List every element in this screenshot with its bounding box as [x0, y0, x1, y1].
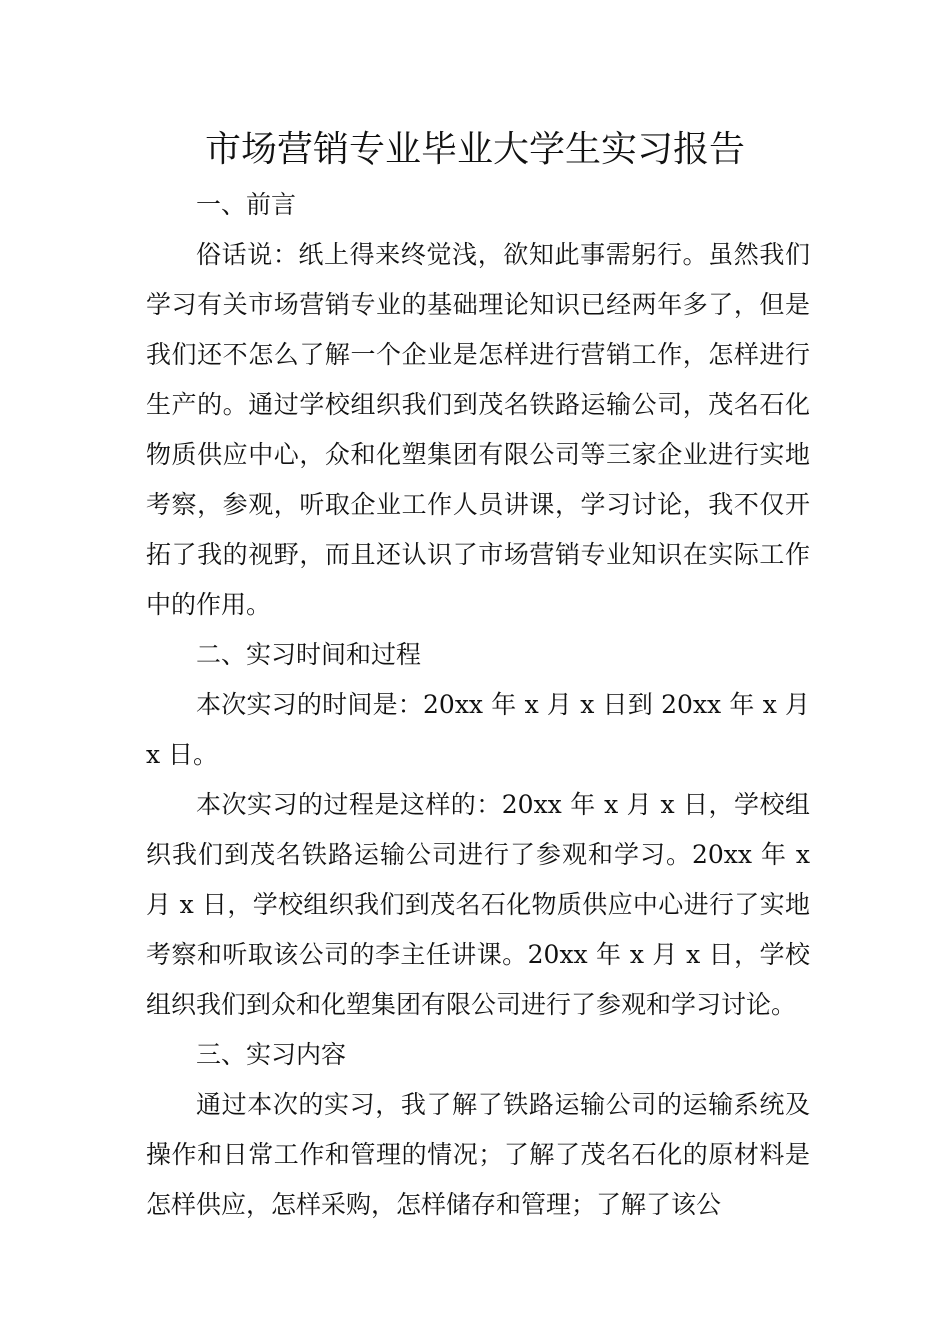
paragraph-preface: 俗话说：纸上得来终觉浅，欲知此事需躬行。虽然我们学习有关市场营销专业的基础理论知识已经两年多了，但是我们还不怎么了解一个企业是怎样进行营销工作，怎样进行生产的。通过学校组织我们到茂名铁路运输公司，茂名石化物质供应中心，众和化塑集团有限公司等三家企业进行实地考察，参观，听取企业工作人员讲课，学习讨论，我不仅开拓了我的视野，而且还认识了市场营销专业知识在实际工作中的作用。	[146, 240, 810, 619]
document-body	[146, 180, 810, 1230]
section-heading-content: 三、实习内容	[196, 1040, 347, 1069]
paragraph-internship-time: 本次实习的时间是：20xx 年 x 月 x 日到 20xx 年 x 月 x 日。	[146, 690, 810, 769]
document-title: 市场营销专业毕业大学生实习报告	[204, 129, 745, 170]
paragraph-internship-process: 本次实习的过程是这样的：20xx 年 x 月 x 日，学校组织我们到茂名铁路运输公司进行了参观和学习。20xx 年 x 月 x 日，学校组织我们到茂名石化物质供应中心进行了实地考察和听取该公司的李主任讲课。20xx 年 x 月 x 日，学校组织我们到众和化塑集团有限公司进行了参观和学习讨论。	[146, 790, 810, 1019]
paragraph-internship-content: 通过本次的实习，我了解了铁路运输公司的运输系统及操作和日常工作和管理的情况；了解了茂名石化的原材料是怎样供应，怎样采购，怎样储存和管理；了解了该公	[146, 1090, 810, 1219]
section-heading-time-process: 二、实习时间和过程	[196, 640, 422, 669]
section-heading-preface: 一、前言	[196, 190, 297, 219]
